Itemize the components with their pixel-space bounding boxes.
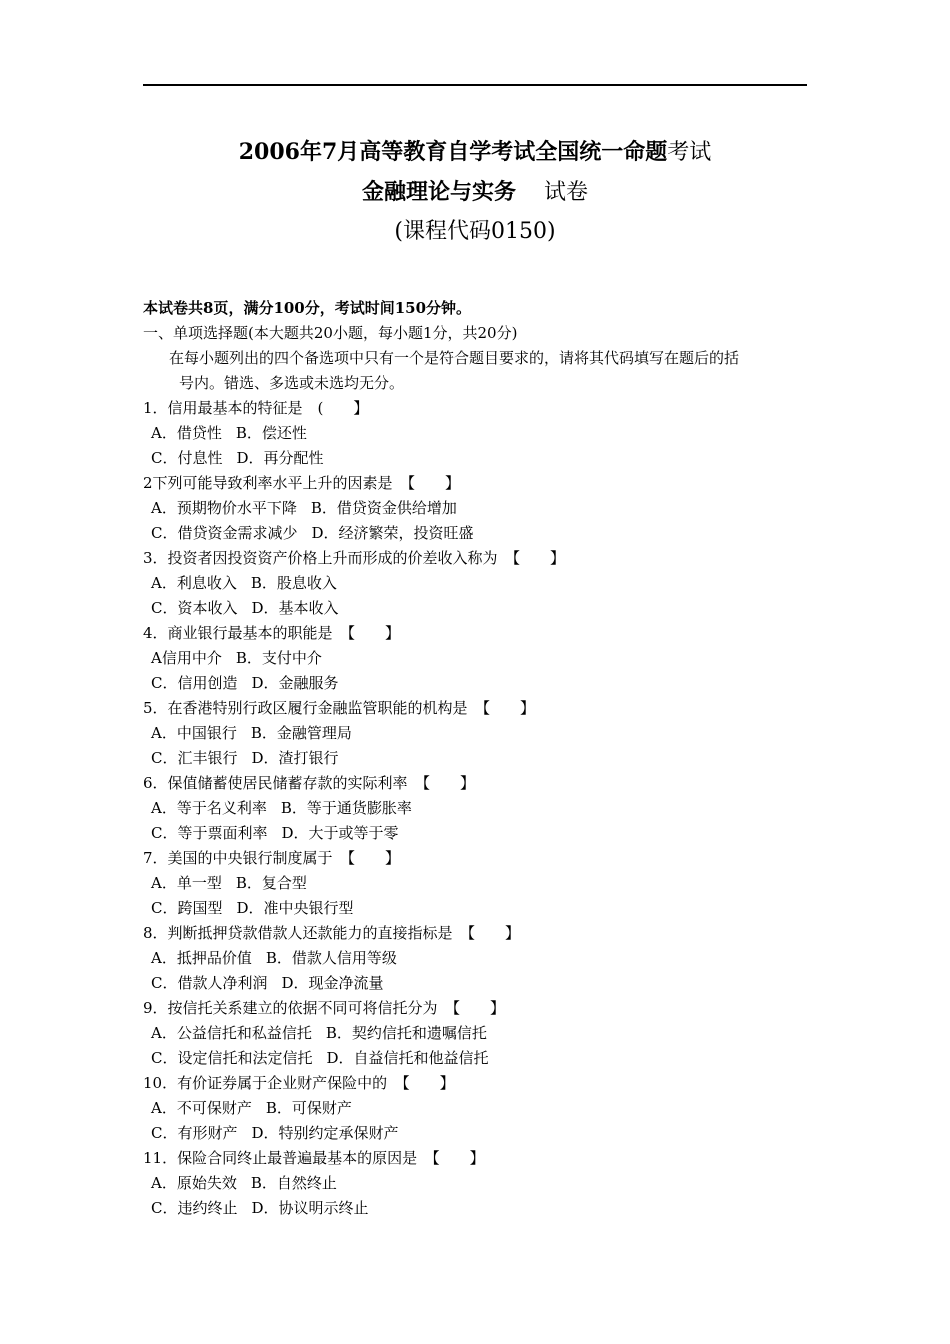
question-stem: 3．投资者因投资资产价格上升而形成的价差收入称为 【 】 — [143, 549, 566, 567]
exam-body — [143, 296, 813, 1221]
option-d: D．大于或等于零 — [281, 824, 399, 842]
option-row — [143, 646, 813, 671]
question-stem: 8．判断抵押贷款借款人还款能力的直接指标是 【 】 — [143, 924, 521, 942]
question-stem: 6．保值储蓄使居民储蓄存款的实际利率 【 】 — [143, 774, 476, 792]
option-row — [143, 421, 813, 446]
section-instruction: 在每小题列出的四个备选项中只有一个是符合题目要求的，请将其代码填写在题后的括 — [169, 349, 740, 367]
option-d: D．协议明示终止 — [251, 1199, 369, 1217]
option-b: B．自然终止 — [250, 1174, 337, 1192]
option-a: A信用中介 — [151, 649, 222, 667]
option-c: C．跨国型 — [151, 899, 223, 917]
question-stem: 7．美国的中央银行制度属于 【 】 — [143, 849, 401, 867]
option-c: C．付息性 — [151, 449, 223, 467]
option-d: D．特别约定承保财产 — [251, 1124, 399, 1142]
option-d: D．渣打银行 — [251, 749, 339, 767]
option-d: D．现金净流量 — [281, 974, 384, 992]
option-b: B．股息收入 — [250, 574, 337, 592]
option-b: B．契约信托和遗嘱信托 — [325, 1024, 487, 1042]
question-stem: 10．有价证券属于企业财产保险中的 【 】 — [143, 1074, 455, 1092]
option-d: D．金融服务 — [251, 674, 339, 692]
option-a: A．中国银行 — [151, 724, 237, 742]
option-b: B．可保财产 — [265, 1099, 352, 1117]
option-c: C．违约终止 — [151, 1199, 238, 1217]
option-row — [143, 571, 813, 596]
option-row — [143, 521, 813, 546]
option-c: C．借贷资金需求减少 — [151, 524, 298, 542]
question-list — [143, 396, 813, 1221]
option-b: B．借款人信用等级 — [265, 949, 397, 967]
subject-title — [0, 172, 950, 212]
option-c: C．设定信托和法定信托 — [151, 1049, 313, 1067]
question-stem: 1．信用最基本的特征是 ( 】 — [143, 399, 369, 417]
option-b: B．复合型 — [235, 874, 307, 892]
option-row — [143, 1021, 813, 1046]
option-row — [143, 596, 813, 621]
exam-notice: 本试卷共8页，满分100分，考试时间150分钟。 — [143, 299, 472, 317]
option-b: B．借贷资金供给增加 — [310, 499, 457, 517]
top-rule — [143, 84, 807, 86]
option-row — [143, 796, 813, 821]
option-row — [143, 1196, 813, 1221]
section-heading: 一、单项选择题(本大题共20小题，每小题1分，共20分) — [143, 324, 518, 342]
option-d: D．基本收入 — [251, 599, 339, 617]
option-b: B．支付中介 — [235, 649, 322, 667]
option-c: C．借款人净利润 — [151, 974, 268, 992]
question-stem: 9．按信托关系建立的依据不同可将信托分为 【 】 — [143, 999, 506, 1017]
course-code: (课程代码0150) — [394, 219, 556, 244]
option-d: D．再分配性 — [236, 449, 324, 467]
option-a: A．等于名义利率 — [151, 799, 267, 817]
option-b: B．等于通货膨胀率 — [280, 799, 412, 817]
option-b: B．偿还性 — [235, 424, 307, 442]
option-row — [143, 971, 813, 996]
option-d: D．自益信托和他益信托 — [326, 1049, 489, 1067]
subject-title-tail: 试卷 — [544, 180, 589, 205]
option-row — [143, 1096, 813, 1121]
option-a: A．抵押品价值 — [151, 949, 252, 967]
option-row — [143, 821, 813, 846]
question-stem: 2下列可能导致利率水平上升的因素是 【 】 — [143, 474, 461, 492]
option-a: A．预期物价水平下降 — [151, 499, 297, 517]
option-d: D．经济繁荣，投资旺盛 — [311, 524, 474, 542]
question-stem: 4．商业银行最基本的职能是 【 】 — [143, 624, 401, 642]
option-row — [143, 1171, 813, 1196]
option-row — [143, 721, 813, 746]
question-stem: 5．在香港特别行政区履行金融监管职能的机构是 【 】 — [143, 699, 536, 717]
option-row — [143, 896, 813, 921]
option-row — [143, 496, 813, 521]
option-a: A．单一型 — [151, 874, 222, 892]
option-row — [143, 746, 813, 771]
option-c: C．资本收入 — [151, 599, 238, 617]
option-b: B．金融管理局 — [250, 724, 352, 742]
title-block — [0, 132, 950, 252]
subject-title-bold: 金融理论与实务 — [361, 179, 516, 205]
exam-title — [0, 132, 950, 172]
question-stem: 11．保险合同终止最普遍最基本的原因是 【 】 — [143, 1149, 485, 1167]
option-a: A．利息收入 — [151, 574, 237, 592]
option-a: A．公益信托和私益信托 — [151, 1024, 312, 1042]
exam-title-bold: 2006年7月高等教育自学考试全国统一命题 — [238, 139, 668, 165]
option-a: A．原始失效 — [151, 1174, 237, 1192]
exam-title-tail: 考试 — [667, 140, 712, 165]
section-instruction-cont: 号内。错选、多选或未选均无分。 — [179, 374, 405, 392]
option-c: C．汇丰银行 — [151, 749, 238, 767]
option-row — [143, 1121, 813, 1146]
option-a: A．不可保财产 — [151, 1099, 252, 1117]
option-row — [143, 446, 813, 471]
option-c: C．等于票面利率 — [151, 824, 268, 842]
option-d: D．准中央银行型 — [236, 899, 354, 917]
option-row — [143, 946, 813, 971]
option-c: C．信用创造 — [151, 674, 238, 692]
option-row — [143, 671, 813, 696]
option-row — [143, 1046, 813, 1071]
option-c: C．有形财产 — [151, 1124, 238, 1142]
option-a: A．借贷性 — [151, 424, 222, 442]
option-row — [143, 871, 813, 896]
